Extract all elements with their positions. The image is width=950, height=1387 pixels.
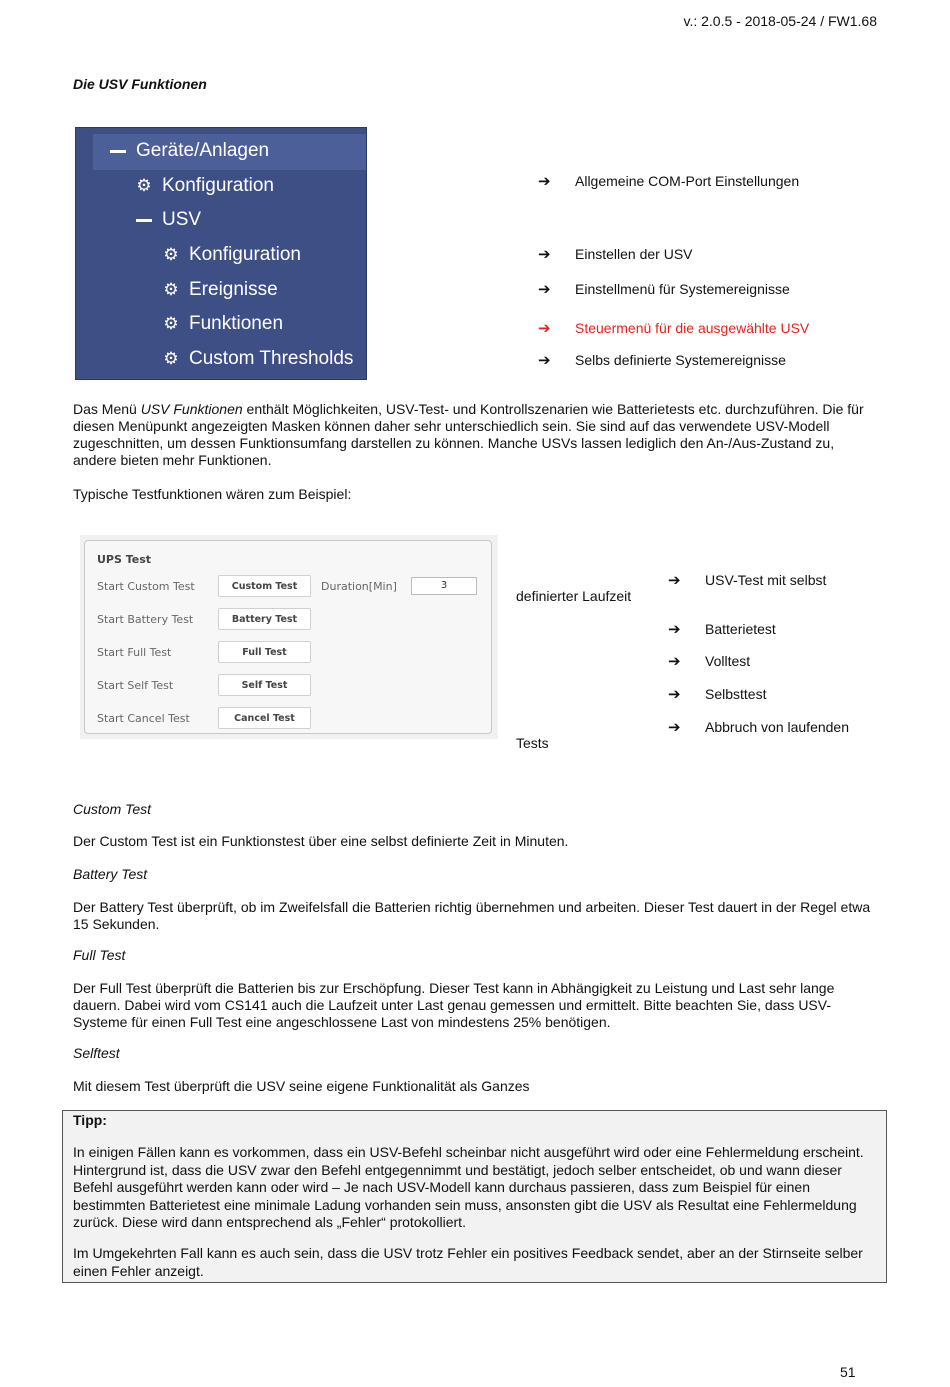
- menu-note: Selbs definierte Systemereignisse: [575, 352, 786, 368]
- minus-icon: [136, 219, 152, 222]
- menu-note-highlighted: Steuermenü für die ausgewählte USV: [575, 320, 810, 336]
- battery-test-button[interactable]: Battery Test: [218, 608, 311, 630]
- tip-title: Tipp:: [73, 1112, 107, 1128]
- cancel-test-label: Start Cancel Test: [97, 712, 190, 725]
- menu-item-custom-thresholds[interactable]: [163, 344, 353, 374]
- section-heading: Battery Test: [73, 866, 148, 882]
- section-heading: Custom Test: [73, 801, 152, 817]
- menu-item-devices[interactable]: [110, 136, 269, 166]
- gear-icon: ⚙: [136, 176, 152, 195]
- custom-test-label: Start Custom Test: [97, 580, 195, 593]
- menu-item-events[interactable]: [163, 275, 278, 305]
- section-text: Mit diesem Test überprüft die USV seine eigene Funktionalität als Ganzes: [73, 1078, 530, 1094]
- ups-test-panel: [84, 540, 492, 734]
- menu-item-label: Custom Thresholds: [189, 348, 354, 369]
- test-note: USV-Test mit selbst: [705, 572, 827, 588]
- test-note: Selbsttest: [705, 686, 767, 702]
- menu-note: Einstellmenü für Systemereignisse: [575, 281, 790, 297]
- test-note: Batterietest: [705, 621, 776, 637]
- menu-item-label: Funktionen: [189, 313, 284, 334]
- menu-note: Allgemeine COM-Port Einstellungen: [575, 173, 800, 189]
- typical-functions-label: Typische Testfunktionen wären zum Beispiel:: [73, 486, 352, 502]
- intro-text: Das Menü: [73, 401, 141, 417]
- section-text: Der Battery Test überprüft, ob im Zweifelsfall die Batterien richtig übernehmen und arbeiten. Dieser Test dauert in der Regel etwa 15 Sekunden.: [73, 899, 871, 932]
- intro-text: enthält Möglichkeiten, USV-Test- und Kontrollszenarien wie Batterietests etc. durchzuführen. Die für diesen Menüpunkt angezeigten Masken können daher sehr unterschiedlich sein. Sie sind auf das verwendete USV-Modell zugeschnitten, um dessen Funktionsumfang darstellen zu können. Manche USVs lassen lediglich den An-/Aus-Zustand zu, andere bieten mehr Funktionen.: [73, 401, 864, 468]
- section-text: Der Full Test überprüft die Batterien bis zur Erschöpfung. Dieser Test kann in Abhängigkeit zu Leistung und Last sehr lange dauern. Dabei wird vom CS141 auch die Laufzeit unter Last genau gemessen und ermittelt. Bitte beachten Sie, dass USV-Systeme für einen Full Test eine angeschlossene Last von mindestens 25% benötigen.: [73, 980, 835, 1030]
- version-header: v.: 2.0.5 - 2018-05-24 / FW1.68: [683, 13, 877, 29]
- arrow-right-icon: ➔: [538, 281, 551, 298]
- full-test-label: Start Full Test: [97, 646, 172, 659]
- arrow-right-icon: ➔: [538, 173, 551, 190]
- custom-test-button[interactable]: Custom Test: [218, 575, 311, 597]
- duration-input[interactable]: 3: [411, 577, 477, 595]
- panel-title: UPS Test: [97, 553, 152, 566]
- cancel-test-button[interactable]: Cancel Test: [218, 707, 311, 729]
- section-heading: Selftest: [73, 1045, 120, 1061]
- intro-paragraph: [73, 401, 881, 469]
- minus-icon: [110, 150, 126, 153]
- duration-label: Duration[Min]: [321, 580, 397, 593]
- intro-menu-name: USV Funktionen: [140, 401, 243, 417]
- section-title: Die USV Funktionen: [73, 76, 207, 92]
- section-text: Der Custom Test ist ein Funktionstest über eine selbst definierte Zeit in Minuten.: [73, 833, 569, 849]
- arrow-right-icon: ➔: [538, 352, 551, 369]
- test-note-wrap: Tests: [516, 735, 549, 751]
- arrow-right-icon: ➔: [668, 719, 681, 736]
- self-test-label: Start Self Test: [97, 679, 174, 692]
- tip-paragraph: Im Umgekehrten Fall kann es auch sein, dass die USV trotz Fehler ein positives Feedback sendet, aber an der Stirnseite selber einen Fehler anzeigt.: [73, 1245, 863, 1279]
- tip-paragraph: In einigen Fällen kann es vorkommen, dass ein USV-Befehl scheinbar nicht ausgeführt wird oder eine Fehlermeldung erscheint. Hintergrund ist, dass die USV zwar den Befehl entgegennimmt und bestätigt, jedoch selber entscheidet, ob und wann dieser Befehl ausgeführt werden kann oder wird – Je nach USV-Modell kann durchaus passieren, dass zum Beispiel für einen bestimmten Batterietest eine minimale Ladung vorhanden sein muss, ansonsten gibt die USV als Resultat eine Fehlermeldung zurück. Diese wird dann entsprechend als „Fehler“ protokolliert.: [73, 1144, 864, 1230]
- full-test-button[interactable]: Full Test: [218, 641, 311, 663]
- self-test-button[interactable]: Self Test: [218, 674, 311, 696]
- page-number: 51: [840, 1364, 856, 1380]
- test-note: Abbruch von laufenden: [705, 719, 849, 735]
- battery-test-label: Start Battery Test: [97, 613, 194, 626]
- menu-item-usv-configuration[interactable]: [163, 240, 301, 270]
- menu-item-label: Ereignisse: [189, 279, 278, 300]
- arrow-right-icon: ➔: [668, 653, 681, 670]
- menu-item-label: Konfiguration: [189, 244, 301, 265]
- menu-item-usv[interactable]: [136, 205, 201, 235]
- gear-icon: ⚙: [163, 280, 179, 299]
- arrow-right-icon: ➔: [668, 621, 681, 638]
- menu-item-configuration[interactable]: [136, 171, 274, 201]
- menu-item-label: Geräte/Anlagen: [136, 140, 270, 161]
- arrow-right-icon: ➔: [668, 686, 681, 703]
- menu-note: Einstellen der USV: [575, 246, 693, 262]
- menu-item-label: USV: [162, 209, 202, 230]
- test-note: Volltest: [705, 653, 751, 669]
- arrow-right-icon: ➔: [668, 572, 681, 589]
- navigation-menu: [75, 127, 367, 380]
- section-heading: Full Test: [73, 947, 126, 963]
- arrow-right-icon: ➔: [538, 320, 551, 337]
- menu-item-label: Konfiguration: [162, 175, 274, 196]
- gear-icon: ⚙: [163, 349, 179, 368]
- arrow-right-icon: ➔: [538, 246, 551, 263]
- gear-icon: ⚙: [163, 245, 179, 264]
- menu-item-functions[interactable]: [163, 309, 283, 339]
- test-note-wrap: definierter Laufzeit: [516, 588, 632, 604]
- tip-box: [62, 1110, 887, 1283]
- ups-test-panel-image: [80, 535, 498, 739]
- gear-icon: ⚙: [163, 314, 179, 333]
